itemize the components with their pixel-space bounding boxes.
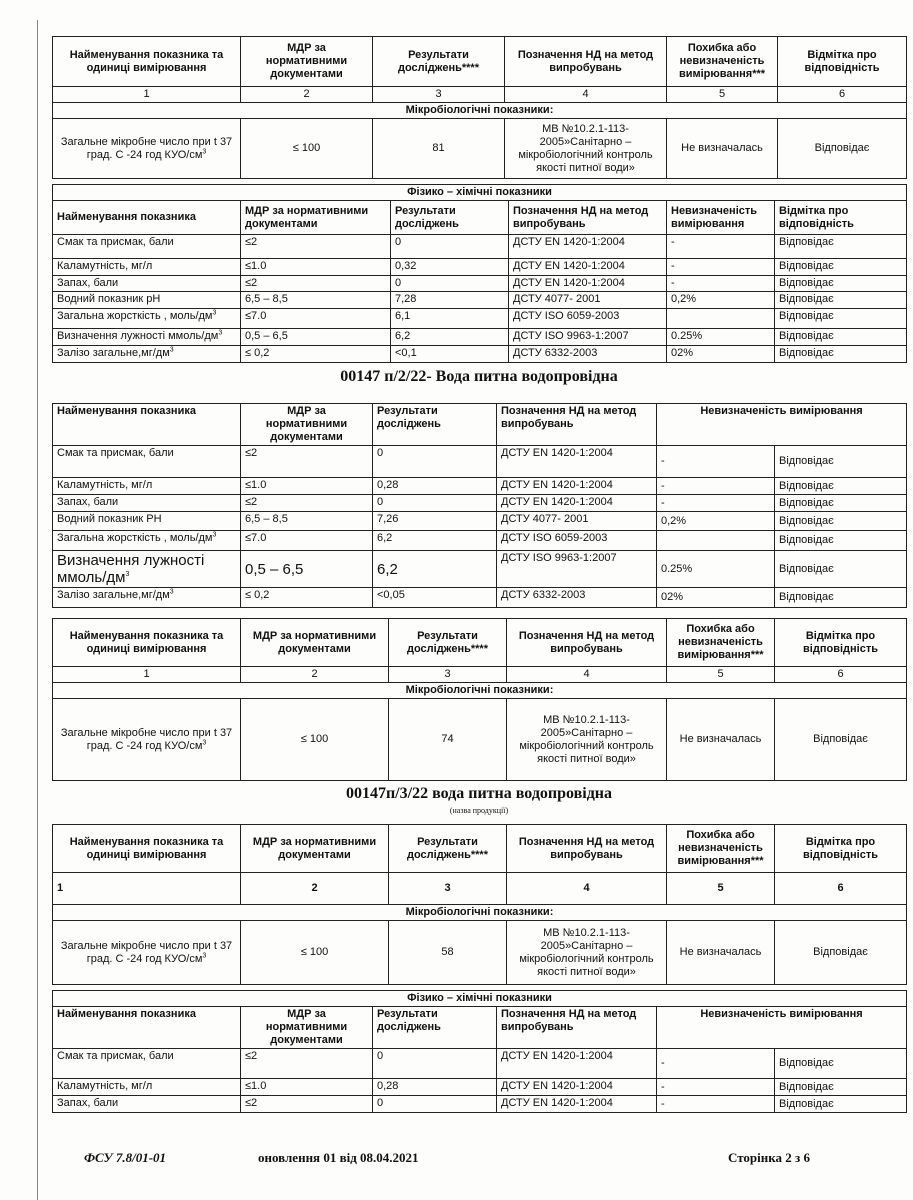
compliance-value: Відповідає [775, 346, 907, 363]
col-number: 1 [53, 87, 241, 103]
col-number: 1 [53, 667, 241, 683]
col-number: 6 [775, 667, 907, 683]
col-header-uncertainty: Похибка або невизначеність вимірювання*** [667, 825, 775, 873]
col-header-name: Найменування показника та одиниці вимірювання [53, 37, 241, 87]
micro-header-row [53, 825, 907, 873]
col-number: 1 [53, 873, 241, 905]
mdr-value: 0,5 – 6,5 [241, 329, 391, 346]
micro-indicator-name: Загальне мікробне число при t 37 град. С -24 год КУО/$см^3$ [53, 699, 241, 781]
col-number: 6 [775, 873, 907, 905]
table-row [53, 309, 907, 329]
table-row [53, 259, 907, 276]
micro-method: МВ №10.2.1-113-2005»Санітарно – мікробіологічний контроль якості питної води» [507, 699, 667, 781]
table-row [53, 235, 907, 259]
uncertainty-value: - [667, 276, 775, 292]
method-value: ДСТУ EN 1420-1:2004 [509, 259, 667, 276]
col-header-name: Найменування показника [53, 1007, 241, 1049]
table-row [53, 292, 907, 309]
col-header-uncertainty: Похибка або невизначеність вимірювання*** [667, 37, 778, 87]
result-value: 0 [373, 446, 497, 478]
micro-method: МВ №10.2.1-113-2005»Санітарно – мікробіологічний контроль якості питної води» [505, 119, 667, 179]
mdr-value: ≤7.0 [241, 309, 391, 329]
method-value: ДСТУ EN 1420-1:2004 [497, 1096, 657, 1113]
micro-row [53, 921, 907, 985]
micro-result: 81 [373, 119, 505, 179]
sample-title-2: 00147 п/2/22- Вода питна водопровідна [340, 368, 618, 385]
result-value: 7,28 [391, 292, 509, 309]
compliance-value: Відповідає [775, 446, 907, 478]
compliance-value: Відповідає [775, 1049, 907, 1079]
phys-section-label: Фізико – хімічні показники [53, 185, 907, 201]
col-header-method: Позначення НД на метод випробувань [497, 404, 657, 446]
micro-mdr: ≤ 100 [241, 119, 373, 179]
indicator-name: Залізо $загальне,мг/дм^3$ [53, 346, 241, 363]
micro-row [53, 119, 907, 179]
col-number: 5 [667, 87, 778, 103]
mdr-value: ≤2 [241, 235, 391, 259]
scan-edge-line [37, 20, 38, 1200]
col-number: 2 [241, 87, 373, 103]
uncertainty-value [657, 531, 775, 551]
table-row [53, 346, 907, 363]
uncertainty-value: - [657, 1049, 775, 1079]
micro-method: МВ №10.2.1-113-2005»Санітарно – мікробіологічний контроль якості питної води» [507, 921, 667, 985]
compliance-value: Відповідає [775, 531, 907, 551]
method-value: ДСТУ 4077- 2001 [509, 292, 667, 309]
uncertainty-value: 02% [667, 346, 775, 363]
uncertainty-value: - [667, 235, 775, 259]
mdr-value: ≤2 [241, 1096, 373, 1113]
micro-result: 58 [389, 921, 507, 985]
col-number: 6 [778, 87, 907, 103]
column-number-row [53, 87, 907, 103]
micro-table-2 [52, 618, 907, 781]
uncertainty-value: 0,2% [657, 512, 775, 531]
indicator-name: Запах, бали [53, 276, 241, 292]
indicator-name: Водний показник РН [53, 512, 241, 531]
method-value: ДСТУ EN 1420-1:2004 [497, 1049, 657, 1079]
col-number: 3 [373, 87, 505, 103]
result-value: 0 [373, 495, 497, 512]
uncertainty-value: - [657, 1096, 775, 1113]
indicator-name: Смак та присмак, бали [53, 446, 241, 478]
mdr-value: ≤7.0 [241, 531, 373, 551]
indicator-name: Визначення лужності ммоль/$дм^3$ [53, 551, 241, 588]
col-header-uncertainty: Невизначеність вимірювання [657, 1007, 907, 1049]
phys-table-3 [52, 990, 907, 1113]
method-value: ДСТУ EN 1420-1:2004 [497, 1079, 657, 1096]
col-header-method: Позначення НД на метод випробувань [507, 825, 667, 873]
col-header-mdr: МДР за нормативними документами [241, 825, 389, 873]
mdr-value: ≤2 [241, 446, 373, 478]
page-number: Сторінка 2 з 6 [728, 1150, 811, 1165]
result-value: 0 [373, 1049, 497, 1079]
phys-header-row [53, 201, 907, 235]
method-value: ДСТУ 6332-2003 [509, 346, 667, 363]
col-header-compliance: Відмітка про відповідність [778, 37, 907, 87]
micro-compliance: Відповідає [775, 699, 907, 781]
table-row [53, 276, 907, 292]
method-value: ДСТУ EN 1420-1:2004 [509, 276, 667, 292]
compliance-value: Відповідає [775, 1079, 907, 1096]
indicator-name: Залізо $загальне,мг/дм^3$ [53, 588, 241, 608]
mdr-value: ≤1.0 [241, 259, 391, 276]
compliance-value: Відповідає [775, 235, 907, 259]
micro-indicator-name: Загальне мікробне число при t 37 град. С -24 год КУО/$см^3$ [53, 921, 241, 985]
method-value: ДСТУ EN 1420-1:2004 [497, 495, 657, 512]
phys-table-1 [52, 184, 907, 363]
mdr-value: ≤1.0 [241, 478, 373, 495]
uncertainty-value: - [667, 259, 775, 276]
col-header-name: Найменування показника та одиниці вимірювання [53, 619, 241, 667]
mdr-value: ≤2 [241, 495, 373, 512]
phys-section-label: Фізико – хімічні показники [53, 991, 907, 1007]
result-value: 7,26 [373, 512, 497, 531]
col-header-results: Результати досліджень**** [389, 619, 507, 667]
indicator-name: Запах, бали [53, 1096, 241, 1113]
micro-indicator-name: Загальне мікробне число при t 37 град. С -24 год КУО/$см^3$ [53, 119, 241, 179]
indicator-name: Каламутність, мг/л [53, 259, 241, 276]
col-header-results: Результати досліджень [373, 404, 497, 446]
column-number-row [53, 873, 907, 905]
form-update: оновлення 01 від 08.04.2021 [258, 1150, 419, 1165]
table-row [53, 329, 907, 346]
uncertainty-value: - [657, 446, 775, 478]
micro-header-row [53, 619, 907, 667]
col-header-uncertainty: Невизначеність вимірювання [667, 201, 775, 235]
table-row [53, 446, 907, 478]
col-header-method: Позначення НД на метод випробувань [507, 619, 667, 667]
uncertainty-value: - [657, 495, 775, 512]
col-header-name: Найменування показника [53, 201, 241, 235]
mdr-value: 0,5 – 6,5 [241, 551, 373, 588]
indicator-name: Водний показник рН [53, 292, 241, 309]
compliance-value: Відповідає [775, 512, 907, 531]
method-value: ДСТУ ISO 6059-2003 [497, 531, 657, 551]
col-header-mdr: МДР за нормативними документами [241, 201, 391, 235]
micro-compliance: Відповідає [775, 921, 907, 985]
col-header-mdr: МДР за нормативними документами [241, 619, 389, 667]
col-header-compliance: Відмітка про відповідність [775, 825, 907, 873]
mdr-value: ≤2 [241, 276, 391, 292]
table-row [53, 1079, 907, 1096]
compliance-value: Відповідає [775, 495, 907, 512]
result-value: 0,32 [391, 259, 509, 276]
indicator-name: Загальна жорсткість , моль/$дм^3$ [53, 531, 241, 551]
mdr-value: ≤ 0,2 [241, 588, 373, 608]
col-header-mdr: МДР за нормативними документами [241, 404, 373, 446]
micro-section-label: Мікробіологічні показники: [53, 103, 907, 119]
phys-table-2 [52, 403, 907, 608]
micro-section-label: Мікробіологічні показники: [53, 905, 907, 921]
col-header-name: Найменування показника [53, 404, 241, 446]
method-value: ДСТУ EN 1420-1:2004 [497, 478, 657, 495]
col-header-results: Результати досліджень [391, 201, 509, 235]
indicator-name: Каламутність, мг/л [53, 478, 241, 495]
column-number-row [53, 667, 907, 683]
col-number: 5 [667, 667, 775, 683]
uncertainty-value: 0.25% [657, 551, 775, 588]
mdr-value: 6,5 – 8,5 [241, 292, 391, 309]
col-header-uncertainty: Невизначеність вимірювання [657, 404, 907, 446]
compliance-value: Відповідає [775, 551, 907, 588]
col-header-results: Результати досліджень**** [389, 825, 507, 873]
method-value: ДСТУ ISO 6059-2003 [509, 309, 667, 329]
micro-mdr: ≤ 100 [241, 699, 389, 781]
uncertainty-value: - [657, 1079, 775, 1096]
result-value: 6,1 [391, 309, 509, 329]
phys-header-row [53, 1007, 907, 1049]
method-value: ДСТУ EN 1420-1:2004 [509, 235, 667, 259]
result-value: 0 [391, 235, 509, 259]
col-number: 4 [507, 873, 667, 905]
table-row [53, 1096, 907, 1113]
sample-title-3: 00147п/3/22 вода питна водопровідна [345, 785, 613, 802]
table-row [53, 478, 907, 495]
compliance-value: Відповідає [775, 329, 907, 346]
result-value: 6,2 [373, 531, 497, 551]
sample-title-3-caption: (назва продукції) [449, 806, 509, 815]
compliance-value: Відповідає [775, 276, 907, 292]
uncertainty-value: 02% [657, 588, 775, 608]
uncertainty-value [667, 309, 775, 329]
table-row [53, 495, 907, 512]
micro-result: 74 [389, 699, 507, 781]
result-value: 6,2 [373, 551, 497, 588]
micro-row [53, 699, 907, 781]
form-code: ФСУ 7.8/01-01 [84, 1150, 167, 1165]
col-header-method: Позначення НД на метод випробувань [509, 201, 667, 235]
uncertainty-value: 0,2% [667, 292, 775, 309]
micro-mdr: ≤ 100 [241, 921, 389, 985]
micro-table-3 [52, 824, 907, 985]
micro-uncertainty: Не визначалась [667, 921, 775, 985]
indicator-name: Каламутність, мг/л [53, 1079, 241, 1096]
col-header-results: Результати досліджень**** [373, 37, 505, 87]
col-number: 3 [389, 667, 507, 683]
result-value: 0,28 [373, 478, 497, 495]
indicator-name: Запах, бали [53, 495, 241, 512]
col-header-uncertainty: Похибка або невизначеність вимірювання*** [667, 619, 775, 667]
result-value: <0,1 [391, 346, 509, 363]
method-value: ДСТУ 4077- 2001 [497, 512, 657, 531]
col-header-name: Найменування показника та одиниці вимірювання [53, 825, 241, 873]
col-header-results: Результати досліджень [373, 1007, 497, 1049]
method-value: ДСТУ ISO 9963-1:2007 [497, 551, 657, 588]
micro-uncertainty: Не визначалась [667, 699, 775, 781]
compliance-value: Відповідає [775, 1096, 907, 1113]
compliance-value: Відповідає [775, 309, 907, 329]
table-row [53, 588, 907, 608]
col-number: 5 [667, 873, 775, 905]
col-number: 3 [389, 873, 507, 905]
compliance-value: Відповідає [775, 588, 907, 608]
uncertainty-value: 0.25% [667, 329, 775, 346]
table-row [53, 531, 907, 551]
micro-compliance: Відповідає [778, 119, 907, 179]
mdr-value: ≤2 [241, 1049, 373, 1079]
col-number: 4 [505, 87, 667, 103]
indicator-name: Смак та присмак, бали [53, 235, 241, 259]
table-row [53, 551, 907, 588]
col-header-mdr: МДР за нормативними документами [241, 1007, 373, 1049]
compliance-value: Відповідає [775, 478, 907, 495]
method-value: ДСТУ 6332-2003 [497, 588, 657, 608]
indicator-name: Смак та присмак, бали [53, 1049, 241, 1079]
result-value: 0 [391, 276, 509, 292]
col-header-method: Позначення НД на метод випробувань [505, 37, 667, 87]
mdr-value: 6,5 – 8,5 [241, 512, 373, 531]
col-number: 2 [241, 873, 389, 905]
phys-header-row [53, 404, 907, 446]
micro-uncertainty: Не визначалась [667, 119, 778, 179]
indicator-name: Визначення лужності ммоль/$дм^3$ [53, 329, 241, 346]
uncertainty-value: - [657, 478, 775, 495]
mdr-value: ≤1.0 [241, 1079, 373, 1096]
col-header-compliance: Відмітка про відповідність [775, 619, 907, 667]
result-value: 6,2 [391, 329, 509, 346]
col-header-method: Позначення НД на метод випробувань [497, 1007, 657, 1049]
col-number: 2 [241, 667, 389, 683]
col-header-mdr: МДР за нормативними документами [241, 37, 373, 87]
result-value: <0,05 [373, 588, 497, 608]
mdr-value: ≤ 0,2 [241, 346, 391, 363]
col-header-compliance: Відмітка про відповідність [775, 201, 907, 235]
micro-header-row [53, 37, 907, 87]
compliance-value: Відповідає [775, 259, 907, 276]
method-value: ДСТУ ISO 9963-1:2007 [509, 329, 667, 346]
method-value: ДСТУ EN 1420-1:2004 [497, 446, 657, 478]
col-number: 4 [507, 667, 667, 683]
table-row [53, 512, 907, 531]
result-value: 0 [373, 1096, 497, 1113]
compliance-value: Відповідає [775, 292, 907, 309]
result-value: 0,28 [373, 1079, 497, 1096]
micro-table-1 [52, 36, 907, 179]
table-row [53, 1049, 907, 1079]
indicator-name: Загальна жорсткість , моль/$дм^3$ [53, 309, 241, 329]
micro-section-label: Мікробіологічні показники: [53, 683, 907, 699]
